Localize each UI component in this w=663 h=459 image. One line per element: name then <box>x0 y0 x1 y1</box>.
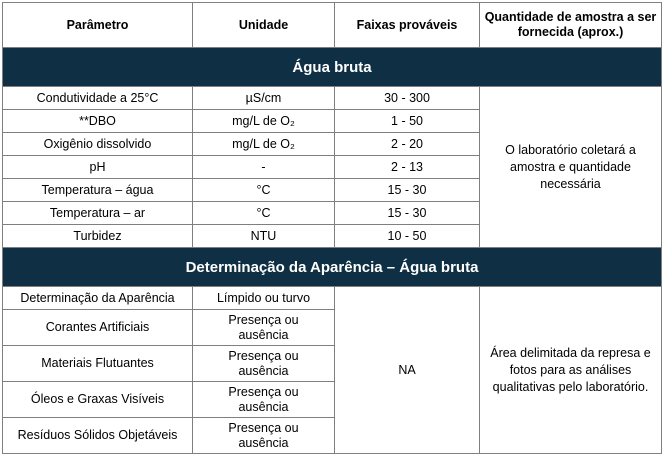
range-cell: 10 - 50 <box>335 225 480 248</box>
param-cell: Oxigênio dissolvido <box>3 133 193 156</box>
header-parametro: Parâmetro <box>3 3 193 48</box>
param-cell: Determinação da Aparência <box>3 287 193 310</box>
unit-cell: mg/L de O₂ <box>193 110 335 133</box>
header-quantidade: Quantidade de amostra a ser fornecida (aprox.) <box>480 3 662 48</box>
header-unidade: Unidade <box>193 3 335 48</box>
unit-cell: Presença ou ausência <box>193 310 335 346</box>
param-cell: pH <box>3 156 193 179</box>
param-cell: Turbidez <box>3 225 193 248</box>
unit-cell: °C <box>193 202 335 225</box>
unit-cell: °C <box>193 179 335 202</box>
unit-cell: µS/cm <box>193 87 335 110</box>
sample-note: Área delimitada da represa e fotos para as análises qualitativas pelo laboratório. <box>480 287 662 454</box>
unit-cell: Límpido ou turvo <box>193 287 335 310</box>
unit-cell: Presença ou ausência <box>193 382 335 418</box>
range-cell: 30 - 300 <box>335 87 480 110</box>
parameters-table <box>2 2 662 454</box>
param-cell: **DBO <box>3 110 193 133</box>
header-row <box>3 3 662 48</box>
table-row <box>3 87 662 110</box>
param-cell: Corantes Artificiais <box>3 310 193 346</box>
table-row <box>3 287 662 310</box>
unit-cell: - <box>193 156 335 179</box>
unit-cell: mg/L de O₂ <box>193 133 335 156</box>
sample-note: O laboratório coletará a amostra e quantidade necessária <box>480 87 662 248</box>
section-title: Água bruta <box>3 48 662 87</box>
param-cell: Temperatura – ar <box>3 202 193 225</box>
range-cell: 15 - 30 <box>335 202 480 225</box>
param-cell: Condutividade a 25°C <box>3 87 193 110</box>
section-title: Determinação da Aparência – Água bruta <box>3 248 662 287</box>
param-cell: Óleos e Graxas Visíveis <box>3 382 193 418</box>
range-cell: 2 - 13 <box>335 156 480 179</box>
range-na-cell: NA <box>335 287 480 454</box>
unit-cell: Presença ou ausência <box>193 418 335 454</box>
range-cell: 2 - 20 <box>335 133 480 156</box>
header-faixas: Faixas prováveis <box>335 3 480 48</box>
param-cell: Materiais Flutuantes <box>3 346 193 382</box>
section-band-aparencia <box>3 248 662 287</box>
param-cell: Temperatura – água <box>3 179 193 202</box>
section-band-agua-bruta <box>3 48 662 87</box>
param-cell: Resíduos Sólidos Objetáveis <box>3 418 193 454</box>
unit-cell: NTU <box>193 225 335 248</box>
range-cell: 15 - 30 <box>335 179 480 202</box>
unit-cell: Presença ou ausência <box>193 346 335 382</box>
range-cell: 1 - 50 <box>335 110 480 133</box>
